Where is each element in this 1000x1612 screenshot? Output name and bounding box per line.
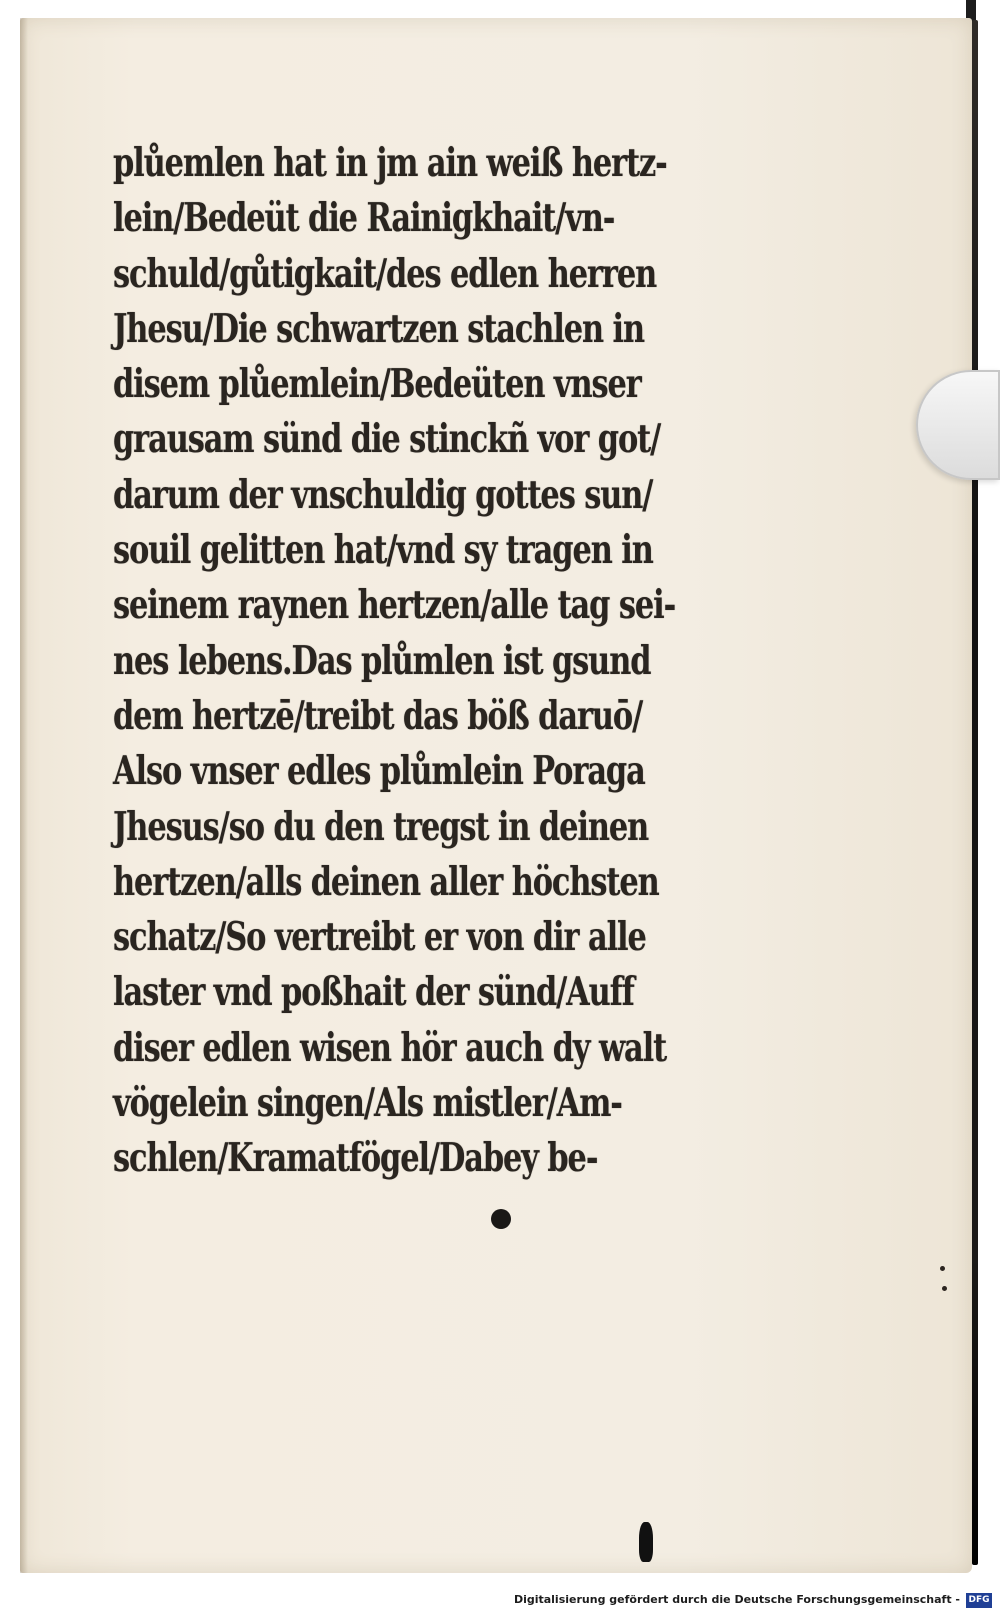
fraktur-text-block — [113, 136, 793, 1187]
margin-mark — [942, 1286, 947, 1291]
page-edge — [972, 20, 978, 1565]
page-shadow — [20, 18, 28, 1573]
text-line: schatz/So vertreibt er von dir alle — [113, 914, 646, 961]
text-line: Jhesu/Die schwartzen stachlen in — [113, 305, 645, 352]
text-line: schuld/gůtigkait/des edlen herren — [113, 250, 657, 297]
margin-mark — [940, 1266, 945, 1271]
bookmark-ribbon-mark — [639, 1522, 653, 1562]
text-line: disem plůemlein/Bedeüten vnser — [113, 361, 641, 408]
text-line: Also vnser edles plůmlein Poraga — [113, 748, 645, 795]
text-line: seinem raynen hertzen/alle tag sei- — [113, 582, 676, 629]
text-line: laster vnd poßhait der sünd/Auff — [113, 969, 634, 1016]
text-line: vögelein singen/Als mistler/Am- — [113, 1080, 622, 1127]
footer-credit: Digitalisierung gefördert durch die Deutsche Forschungsgemeinschaft - — [513, 1593, 960, 1606]
footer-bar — [0, 1590, 1000, 1612]
text-line: lein/Bedeüt die Rainigkhait/vn- — [113, 195, 615, 242]
text-line: schlen/Kramatfögel/Dabey be- — [113, 1135, 598, 1182]
text-line: Jhesus/so du den tregst in deinen — [113, 803, 649, 850]
text-line: diser edlen wisen hör auch dy walt — [113, 1024, 667, 1071]
text-line: plůemlen hat in jm ain weiß hertz- — [113, 140, 667, 186]
text-line: darum der vnschuldig gottes sun/ — [113, 471, 653, 518]
text-line: hertzen/alls deinen aller höchsten — [113, 858, 659, 905]
dfg-logo: DFG — [966, 1593, 992, 1608]
text-line: souil gelitten hat/vnd sy tragen in — [113, 527, 653, 574]
text-line: dem hertzē/treibt das böß daruō/ — [113, 692, 643, 739]
text-line: grausam sünd die stinckñ vor got/ — [113, 416, 661, 463]
text-line: nes lebens.Das plůmlen ist gsund — [113, 637, 651, 684]
ornament-dot — [491, 1209, 511, 1229]
